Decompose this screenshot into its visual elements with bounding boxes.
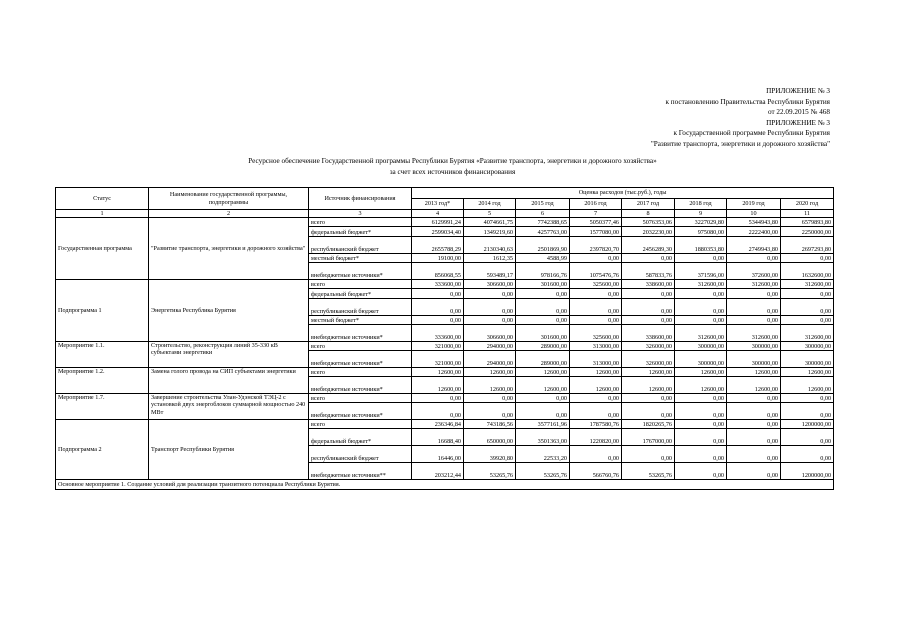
value-cell: 1880353,80 bbox=[675, 237, 727, 254]
col-number: 9 bbox=[675, 210, 727, 218]
footer-note: Основное мероприятие 1. Создание условий для реализации транзитного потенциала Республики Бурятия. bbox=[56, 480, 834, 490]
value-cell: 1220820,00 bbox=[570, 429, 622, 446]
header-line: к Государственной программе Республики Бурятия bbox=[673, 129, 830, 138]
value-cell: 587833,76 bbox=[622, 263, 675, 280]
source-cell: внебюджетные источники* bbox=[309, 403, 412, 420]
value-cell: 0,00 bbox=[727, 463, 781, 480]
col-number: 4 bbox=[412, 210, 464, 218]
source-cell: всего bbox=[309, 394, 412, 403]
value-cell: 0,00 bbox=[781, 394, 834, 403]
status-cell: Мероприятие 1.7. bbox=[56, 394, 149, 420]
value-cell: 12600,00 bbox=[727, 377, 781, 394]
value-cell: 0,00 bbox=[464, 316, 516, 325]
col-number: 1 bbox=[56, 210, 149, 218]
value-cell: 300000,00 bbox=[727, 351, 781, 368]
year-header: 2016 год bbox=[570, 199, 622, 210]
year-header: 2013 год* bbox=[412, 199, 464, 210]
value-cell: 0,00 bbox=[622, 403, 675, 420]
col-number: 6 bbox=[516, 210, 570, 218]
value-cell: 2250000,00 bbox=[781, 227, 834, 237]
source-cell: местный бюджет* bbox=[309, 254, 412, 263]
value-cell: 0,00 bbox=[675, 463, 727, 480]
value-cell: 1200000,00 bbox=[781, 420, 834, 429]
value-cell: 338600,00 bbox=[622, 325, 675, 342]
value-cell: 306600,00 bbox=[464, 325, 516, 342]
header-line: ПРИЛОЖЕНИЕ № 3 bbox=[766, 118, 830, 127]
value-cell: 2599034,40 bbox=[412, 227, 464, 237]
value-cell: 12600,00 bbox=[464, 377, 516, 394]
value-cell: 312600,00 bbox=[781, 325, 834, 342]
value-cell: 2697293,80 bbox=[781, 237, 834, 254]
source-cell: всего bbox=[309, 280, 412, 289]
header-line: к постановлению Правительства Республики Бурятия bbox=[665, 97, 830, 106]
source-cell: внебюджетные источники* bbox=[309, 263, 412, 280]
value-cell: 19100,00 bbox=[412, 254, 464, 263]
value-cell: 1820265,76 bbox=[622, 420, 675, 429]
value-cell: 0,00 bbox=[464, 403, 516, 420]
year-header: 2014 год bbox=[464, 199, 516, 210]
value-cell: 338600,00 bbox=[622, 280, 675, 289]
value-cell: 6129991,24 bbox=[412, 218, 464, 227]
value-cell: 325600,00 bbox=[570, 325, 622, 342]
value-cell: 313000,00 bbox=[570, 351, 622, 368]
table-row bbox=[56, 280, 834, 289]
value-cell: 2397820,70 bbox=[570, 237, 622, 254]
value-cell: 0,00 bbox=[727, 316, 781, 325]
value-cell: 301600,00 bbox=[516, 325, 570, 342]
value-cell: 0,00 bbox=[516, 299, 570, 316]
source-cell: республиканский бюджет bbox=[309, 446, 412, 463]
value-cell: 0,00 bbox=[464, 394, 516, 403]
value-cell: 289000,00 bbox=[516, 351, 570, 368]
value-cell: 0,00 bbox=[781, 316, 834, 325]
value-cell: 236346,84 bbox=[412, 420, 464, 429]
value-cell: 650000,00 bbox=[464, 429, 516, 446]
value-cell: 12600,00 bbox=[412, 377, 464, 394]
source-cell: всего bbox=[309, 218, 412, 227]
header-line: ПРИЛОЖЕНИЕ № 3 bbox=[766, 87, 830, 95]
header-line: "Развитие транспорта, энергетики и дорожного хозяйства" bbox=[650, 139, 830, 148]
col-number: 8 bbox=[622, 210, 675, 218]
value-cell: 5076353,06 bbox=[622, 218, 675, 227]
col-number: 7 bbox=[570, 210, 622, 218]
value-cell: 306600,00 bbox=[464, 280, 516, 289]
table-row bbox=[56, 342, 834, 351]
value-cell: 0,00 bbox=[675, 394, 727, 403]
value-cell: 294000,00 bbox=[464, 342, 516, 351]
value-cell: 12600,00 bbox=[622, 368, 675, 377]
value-cell: 312600,00 bbox=[727, 280, 781, 289]
value-cell: 312600,00 bbox=[675, 325, 727, 342]
value-cell: 12600,00 bbox=[570, 377, 622, 394]
value-cell: 0,00 bbox=[781, 403, 834, 420]
value-cell: 0,00 bbox=[570, 254, 622, 263]
value-cell: 53265,76 bbox=[516, 463, 570, 480]
status-cell: Мероприятие 1.1. bbox=[56, 342, 149, 368]
value-cell: 0,00 bbox=[675, 316, 727, 325]
table-row bbox=[56, 394, 834, 403]
value-cell: 12600,00 bbox=[516, 377, 570, 394]
value-cell: 300000,00 bbox=[675, 342, 727, 351]
year-header: 2015 год bbox=[516, 199, 570, 210]
source-cell: всего bbox=[309, 420, 412, 429]
value-cell: 16688,40 bbox=[412, 429, 464, 446]
source-cell: внебюджетные источники* bbox=[309, 351, 412, 368]
value-cell: 975080,00 bbox=[675, 227, 727, 237]
program-name-cell: Замена голого провода на СИП субъектами энергетики bbox=[149, 368, 309, 394]
table-row bbox=[56, 218, 834, 227]
value-cell: 0,00 bbox=[412, 394, 464, 403]
value-cell: 0,00 bbox=[675, 446, 727, 463]
status-header: Статус bbox=[56, 188, 149, 210]
value-cell: 0,00 bbox=[622, 289, 675, 299]
value-cell: 0,00 bbox=[570, 316, 622, 325]
value-cell: 12600,00 bbox=[675, 377, 727, 394]
program-name-cell: Транспорт Республики Бурятия bbox=[149, 420, 309, 480]
value-cell: 5344943,80 bbox=[727, 218, 781, 227]
source-cell: республиканский бюджет bbox=[309, 299, 412, 316]
value-cell: 566760,76 bbox=[570, 463, 622, 480]
col-number: 11 bbox=[781, 210, 834, 218]
value-cell: 743186,56 bbox=[464, 420, 516, 429]
table-row bbox=[56, 420, 834, 429]
value-cell: 0,00 bbox=[570, 403, 622, 420]
value-cell: 0,00 bbox=[727, 289, 781, 299]
value-cell: 0,00 bbox=[781, 254, 834, 263]
value-cell: 0,00 bbox=[622, 316, 675, 325]
value-cell: 0,00 bbox=[622, 299, 675, 316]
value-cell: 326000,00 bbox=[622, 342, 675, 351]
source-cell: федеральный бюджет* bbox=[309, 289, 412, 299]
value-cell: 1577080,00 bbox=[570, 227, 622, 237]
source-cell: внебюджетные источники** bbox=[309, 463, 412, 480]
value-cell: 321000,00 bbox=[412, 342, 464, 351]
value-cell: 0,00 bbox=[412, 299, 464, 316]
value-cell: 1767000,00 bbox=[622, 429, 675, 446]
value-cell: 300000,00 bbox=[727, 342, 781, 351]
value-cell: 7742388,65 bbox=[516, 218, 570, 227]
value-cell: 12600,00 bbox=[464, 368, 516, 377]
document-header bbox=[651, 86, 830, 150]
value-cell: 2130340,63 bbox=[464, 237, 516, 254]
footer-row bbox=[56, 480, 834, 490]
value-cell: 2032230,00 bbox=[622, 227, 675, 237]
value-cell: 0,00 bbox=[675, 289, 727, 299]
value-cell: 289000,00 bbox=[516, 342, 570, 351]
value-cell: 2749943,80 bbox=[727, 237, 781, 254]
source-cell: федеральный бюджет* bbox=[309, 429, 412, 446]
value-cell: 0,00 bbox=[675, 254, 727, 263]
document-subtitle: за счет всех источников финансирования bbox=[389, 167, 516, 176]
col-number: 5 bbox=[464, 210, 516, 218]
value-cell: 978166,76 bbox=[516, 263, 570, 280]
source-cell: внебюджетные источники* bbox=[309, 325, 412, 342]
value-cell: 53265,76 bbox=[622, 463, 675, 480]
value-cell: 0,00 bbox=[622, 254, 675, 263]
value-cell: 0,00 bbox=[675, 403, 727, 420]
value-cell: 0,00 bbox=[727, 446, 781, 463]
value-cell: 0,00 bbox=[516, 394, 570, 403]
document-title-block bbox=[0, 156, 905, 177]
value-cell: 12600,00 bbox=[675, 368, 727, 377]
value-cell: 1787580,76 bbox=[570, 420, 622, 429]
program-name-cell: "Развитие транспорта, энергетики и дорожного хозяйства" bbox=[149, 218, 309, 280]
estimate-header: Оценка расходов (тыс.руб.), годы bbox=[412, 188, 834, 199]
value-cell: 1200000,00 bbox=[781, 463, 834, 480]
value-cell: 0,00 bbox=[570, 289, 622, 299]
value-cell: 12600,00 bbox=[781, 368, 834, 377]
program-name-cell: Завершение строительства Улан-Удэнской ТЭЦ-2 с установкой двух энергоблоков суммарной мощностью 240 МВт bbox=[149, 394, 309, 420]
source-cell: внебюджетные источники* bbox=[309, 377, 412, 394]
program-name-cell: Строительство, реконструкция линий 35-330 кВ субъектами энергетики bbox=[149, 342, 309, 368]
value-cell: 0,00 bbox=[622, 394, 675, 403]
value-cell: 0,00 bbox=[516, 289, 570, 299]
value-cell: 0,00 bbox=[622, 446, 675, 463]
year-header: 2019 год bbox=[727, 199, 781, 210]
value-cell: 53265,76 bbox=[464, 463, 516, 480]
value-cell: 0,00 bbox=[675, 429, 727, 446]
value-cell: 300000,00 bbox=[675, 351, 727, 368]
source-cell: всего bbox=[309, 342, 412, 351]
year-header: 2018 год bbox=[675, 199, 727, 210]
resource-table bbox=[55, 187, 834, 490]
value-cell: 12600,00 bbox=[516, 368, 570, 377]
value-cell: 12600,00 bbox=[622, 377, 675, 394]
value-cell: 39920,80 bbox=[464, 446, 516, 463]
value-cell: 0,00 bbox=[464, 299, 516, 316]
value-cell: 856068,55 bbox=[412, 263, 464, 280]
value-cell: 0,00 bbox=[464, 289, 516, 299]
name-header: Наименование государственной программы, подпрограммы bbox=[149, 188, 309, 210]
value-cell: 300000,00 bbox=[781, 351, 834, 368]
value-cell: 1612,35 bbox=[464, 254, 516, 263]
value-cell: 300000,00 bbox=[781, 342, 834, 351]
value-cell: 203212,44 bbox=[412, 463, 464, 480]
value-cell: 0,00 bbox=[727, 420, 781, 429]
value-cell: 3577161,96 bbox=[516, 420, 570, 429]
value-cell: 1075476,76 bbox=[570, 263, 622, 280]
value-cell: 312600,00 bbox=[675, 280, 727, 289]
value-cell: 0,00 bbox=[412, 316, 464, 325]
value-cell: 2456289,30 bbox=[622, 237, 675, 254]
value-cell: 321000,00 bbox=[412, 351, 464, 368]
value-cell: 0,00 bbox=[727, 403, 781, 420]
value-cell: 12600,00 bbox=[781, 377, 834, 394]
value-cell: 371596,00 bbox=[675, 263, 727, 280]
value-cell: 301600,00 bbox=[516, 280, 570, 289]
source-cell: всего bbox=[309, 368, 412, 377]
value-cell: 22533,20 bbox=[516, 446, 570, 463]
value-cell: 0,00 bbox=[781, 429, 834, 446]
value-cell: 0,00 bbox=[570, 446, 622, 463]
value-cell: 5050377,46 bbox=[570, 218, 622, 227]
value-cell: 16446,00 bbox=[412, 446, 464, 463]
document-title: Ресурсное обеспечение Государственной программы Республики Бурятия «Развитие транспорта, энергетики и дорожного хозяйства» bbox=[248, 157, 657, 165]
value-cell: 2655788,29 bbox=[412, 237, 464, 254]
year-header: 2017 год bbox=[622, 199, 675, 210]
source-cell: республиканский бюджет bbox=[309, 237, 412, 254]
status-cell: Государственная программа bbox=[56, 218, 149, 280]
value-cell: 1349219,60 bbox=[464, 227, 516, 237]
value-cell: 0,00 bbox=[781, 299, 834, 316]
value-cell: 0,00 bbox=[516, 316, 570, 325]
value-cell: 1632600,00 bbox=[781, 263, 834, 280]
value-cell: 0,00 bbox=[781, 446, 834, 463]
year-header: 2020 год bbox=[781, 199, 834, 210]
value-cell: 333600,00 bbox=[412, 280, 464, 289]
value-cell: 372600,00 bbox=[727, 263, 781, 280]
value-cell: 312600,00 bbox=[727, 325, 781, 342]
value-cell: 313000,00 bbox=[570, 342, 622, 351]
value-cell: 3227029,80 bbox=[675, 218, 727, 227]
value-cell: 325600,00 bbox=[570, 280, 622, 289]
value-cell: 0,00 bbox=[675, 420, 727, 429]
value-cell: 12600,00 bbox=[727, 368, 781, 377]
value-cell: 0,00 bbox=[412, 403, 464, 420]
value-cell: 0,00 bbox=[727, 429, 781, 446]
header-row bbox=[56, 188, 834, 199]
col-number: 2 bbox=[149, 210, 309, 218]
value-cell: 0,00 bbox=[675, 299, 727, 316]
value-cell: 593489,17 bbox=[464, 263, 516, 280]
value-cell: 0,00 bbox=[727, 254, 781, 263]
value-cell: 0,00 bbox=[727, 394, 781, 403]
column-number-row bbox=[56, 210, 834, 218]
source-header: Источник финансирования bbox=[309, 188, 412, 210]
status-cell: Мероприятие 1.2. bbox=[56, 368, 149, 394]
col-number: 10 bbox=[727, 210, 781, 218]
value-cell: 0,00 bbox=[516, 403, 570, 420]
value-cell: 0,00 bbox=[570, 394, 622, 403]
value-cell: 294000,00 bbox=[464, 351, 516, 368]
value-cell: 0,00 bbox=[412, 289, 464, 299]
value-cell: 4588,99 bbox=[516, 254, 570, 263]
status-cell: Подпрограмма 1 bbox=[56, 280, 149, 342]
value-cell: 0,00 bbox=[727, 299, 781, 316]
value-cell: 2222400,00 bbox=[727, 227, 781, 237]
value-cell: 312600,00 bbox=[781, 280, 834, 289]
value-cell: 333600,00 bbox=[412, 325, 464, 342]
source-cell: местный бюджет* bbox=[309, 316, 412, 325]
source-cell: федеральный бюджет* bbox=[309, 227, 412, 237]
value-cell: 3501363,00 bbox=[516, 429, 570, 446]
table-row bbox=[56, 368, 834, 377]
value-cell: 4074661,75 bbox=[464, 218, 516, 227]
value-cell: 0,00 bbox=[570, 299, 622, 316]
program-name-cell: Энергетика Республика Бурятия bbox=[149, 280, 309, 342]
header-line: от 22.09.2015 № 468 bbox=[767, 108, 830, 117]
col-number: 3 bbox=[309, 210, 412, 218]
status-cell: Подпрограмма 2 bbox=[56, 420, 149, 480]
value-cell: 4257763,00 bbox=[516, 227, 570, 237]
value-cell: 2501869,90 bbox=[516, 237, 570, 254]
value-cell: 12600,00 bbox=[570, 368, 622, 377]
value-cell: 326000,00 bbox=[622, 351, 675, 368]
value-cell: 12600,00 bbox=[412, 368, 464, 377]
value-cell: 6579893,80 bbox=[781, 218, 834, 227]
value-cell: 0,00 bbox=[781, 289, 834, 299]
